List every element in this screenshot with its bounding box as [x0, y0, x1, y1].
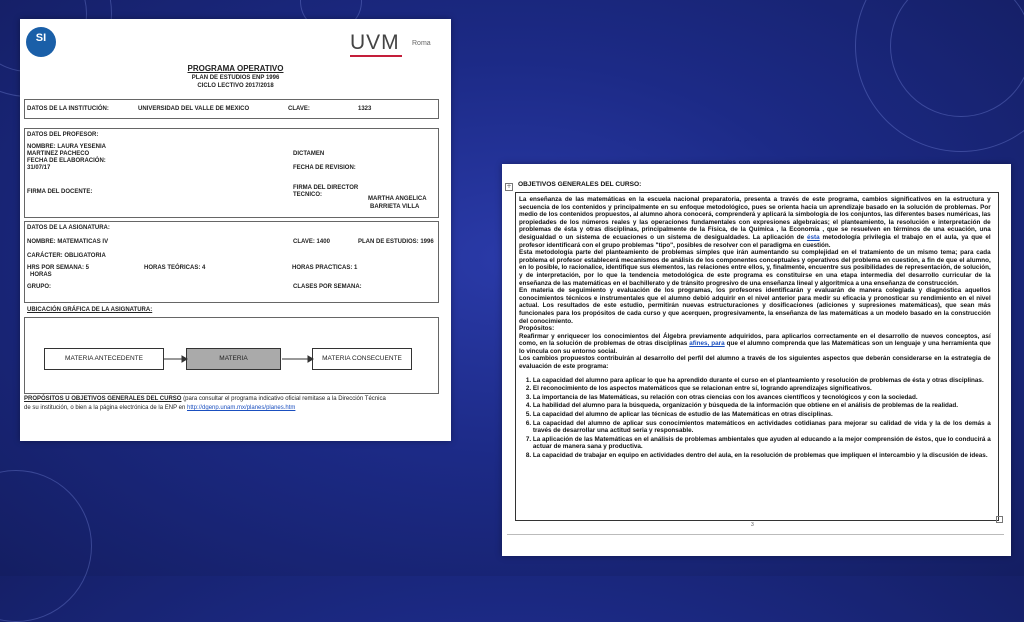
paragraph-4-b: que el alumno comprenda que las Matemáticas son un lenguaje y una herramienta que lo vincula con su entorno social.: [519, 340, 991, 355]
asignatura-box: [24, 221, 439, 303]
paragraph-4-a: Reafirmar y enriquecer los conocimientos del Álgebra previamente adquiridos, para aplicarlos correctamente en el desarrollo de nuevos conceptos, así como, en la solución de problemas de otras disciplinas: [519, 332, 991, 348]
doc1-subtitle-1: PLAN DE ESTUDIOS ENP 1996: [191, 75, 280, 81]
clave-label: CLAVE:: [288, 106, 310, 112]
director-name-1: MARTHA ANGELICA: [368, 196, 427, 202]
grupo-label: GRUPO:: [27, 284, 51, 290]
firma-director-label-2: TECNICO:: [293, 192, 322, 198]
propositos-bold: PROPÓSITOS U OBJETIVOS GENERALES DEL CURSO: [24, 396, 182, 402]
paragraph-1: [519, 196, 991, 249]
profesor-header: DATOS DEL PROFESOR:: [27, 132, 99, 138]
paragraph-1-b: metodología privilegia el trabajo en el aula, ya que el profesor identificará con el grupo problemas "tipo", posibles de resolver con el paradigma en cuestión.: [519, 233, 991, 249]
horas-practicas: HORAS PRACTICAS: 1: [292, 265, 358, 271]
paragraph-2: Esta metodología parte del planteamiento de problemas simples que irán aumentando su complejidad en el tratamiento de un mismo tema; para cada problema el profesor establecerá mecanismos de análisis de los componentes conceptuales y operativos del problema en cuestión, a fin de que el alumno, en lo posible, lo racionalice, identifique sus elementos, las relaciones entre ellos, y, finalmente, encuentre sus posibilidades de representación, de solución, y de interpretación, por lo que la tendencia metodológica de este programa es constituirse en una etapa intermedia del desarrollo curricular de la enseñanza de las matemáticas en el bachillerato y de tránsito progresivo de una enseñanza lineal y algorítmica a una enseñanza de construcción.: [519, 249, 991, 287]
propositos-rest: (para consultar el programa indicativo oficial remitase a la Dirección Técnica: [183, 396, 386, 402]
paragraph-1-a: La enseñanza de las matemáticas en la escuela nacional preparatoria, presenta a través de este programa, cambios significativos en la estructura y secuencia de los contenidos y principalmente en su enfoque metodológico, pues se orienta hacia un aprendizaje basado en la solución de problemas. Por medio de los contenidos propuestos, al alumno ahora conocerá, comprenderá y aplicará la simbología de los conjuntos, las diferentes bases numéricas, las propiedades de los números reales y las operaciones fundamentales con expresiones algebraicas; el planteamiento, la resolución e interpretación de problemas de ésta y otras disciplinas, principalmente de la Física, de la Química , la Economía , que se resuelven en términos de una ecuación, una desigualdad o un sistema de ecuaciones o un sistema de desigualdades. La aplicación de: [519, 196, 991, 241]
uvm-logo: [350, 32, 402, 57]
profesor-name-1: NOMBRE: LAURA YESENIA: [27, 144, 107, 150]
institucion-label: DATOS DE LA INSTITUCIÓN:: [27, 106, 109, 112]
flow-materia-label: MATERIA: [219, 355, 248, 362]
flow-consecuente-label: MATERIA CONSECUENTE: [322, 355, 402, 362]
objetivos-heading: OBJETIVOS GENERALES DEL CURSO:: [518, 181, 642, 188]
director-name-2: BARRIETA VILLA: [370, 204, 420, 210]
clave-value: 1323: [358, 106, 372, 112]
list-item: 8. La capacidad de trabajar en equipo en actividades dentro del aula, en la resolución de problemas que impliquen el intercambio y la discusión de ideas.: [533, 452, 991, 460]
uvm-logo-text: UVM: [350, 31, 400, 54]
asignatura-plan: PLAN DE ESTUDIOS: 1996: [358, 239, 434, 245]
caracter-label: CARÁCTER: OBLIGATORIA: [27, 253, 106, 259]
clases-semana-label: CLASES POR SEMANA:: [293, 284, 362, 290]
table-move-handle-icon[interactable]: +: [506, 183, 512, 190]
propositos-link[interactable]: http://dgenp.unam.mx/planes/planes.htm: [187, 405, 296, 411]
logo-si-text: SI: [35, 32, 47, 44]
logo-roma-text: Roma: [412, 40, 431, 47]
list-item: 4. La habilidad del alumno para la búsqueda, organización y búsqueda de la información que obtiene en el análisis de problemas de la realidad.: [533, 402, 991, 410]
hrs-semana-2: HORAS: [30, 272, 52, 278]
fecha-revision-label: FECHA DE REVISION:: [293, 165, 356, 171]
page-divider: [507, 534, 1004, 535]
paragraph-5: Los cambios propuestos contribuirán al desarrollo del perfil del alumno a través de los siguientes aspectos que deberán considerarse en la estrategia de evaluación de este programa:: [519, 355, 991, 371]
institucion-value: UNIVERSIDAD DEL VALLE DE MEXICO: [138, 106, 250, 112]
paragraph-3: En materia de seguimiento y evaluación de los programas, los profesores identificarán y evaluarán de manera colegiada y diagnóstica aquellos conocimientos técnicos e instrumentales que el alumno debió adquirir en el nivel anterior para medir su eficacia y pronosticar su rendimiento en el nivel actual. Los resultados de este estudio, permitirán nuevas estructuraciones y dosificaciones (adiciones y supresiones matemáticas), que sean más funcionales para los propósitos de cada curso y que acerquen, progresivamente, la enseñanza de las matemáticas a un modelo basado en la construcción del conocimiento.: [519, 287, 991, 325]
doc1-title: PROGRAMA OPERATIVO: [187, 64, 284, 73]
asignatura-clave: CLAVE: 1400: [293, 239, 330, 245]
objetivos-page: [502, 164, 1011, 556]
page-number: 3: [751, 522, 754, 528]
paragraph-4-link: afines, para: [689, 340, 725, 348]
background-ring: [0, 470, 92, 622]
si-uvm-logo: [26, 27, 56, 57]
aspects-list: [519, 377, 991, 460]
paragraph-4: [519, 333, 991, 356]
hrs-semana-1: HRS POR SEMANA: 5: [27, 265, 90, 271]
firma-docente-label: FIRMA DEL DOCENTE:: [27, 189, 93, 195]
propositos-line-2-text: de su institución, o bien a la página electrónica de la ENP en: [24, 405, 186, 411]
uvm-logo-strip: [350, 55, 402, 57]
fecha-elaboracion-label: FECHA DE ELABORACIÓN:: [27, 158, 106, 164]
list-item: 5. La capacidad del alumno de aplicar las técnicas de estudio de las Matemáticas en otras disciplinas.: [533, 411, 991, 419]
horas-teoricas: HORAS TEÓRICAS: 4: [144, 265, 206, 271]
list-item: 3. La importancia de las Matemáticas, su relación con otras ciencias con los avances científicos y tecnológicos y con la sociedad.: [533, 394, 991, 402]
objetivos-box: [515, 192, 999, 521]
list-item: 1. La capacidad del alumno para aplicar lo que ha aprendido durante el curso en el planteamiento y resolución de problemas de ésta y otras disciplinas.: [533, 377, 991, 385]
asignatura-header: DATOS DE LA ASIGNATURA:: [27, 225, 110, 231]
objetivos-body: [519, 196, 991, 461]
list-item: 6. La capacidad del alumno de aplicar sus conocimientos matemáticos en actividades cotidianas para mejorar su calidad de vida y la de los demás a través de desarrollar una actitud seria y responsable.: [533, 420, 991, 435]
asignatura-nombre: NOMBRE: MATEMATICAS IV: [27, 239, 109, 245]
table-resize-handle-icon[interactable]: [996, 516, 1003, 523]
paragraph-1-link: ésta: [806, 233, 820, 241]
propositos-heading: [24, 396, 386, 402]
flow-antecedente-label: MATERIA ANTECEDENTE: [65, 355, 143, 362]
profesor-name-2: MARTINEZ PACHECO: [27, 151, 90, 157]
propositos-line-2: [24, 405, 295, 411]
firma-director-label-1: FIRMA DEL DIRECTOR: [293, 185, 359, 191]
ubicacion-label: UBICACIÓN GRÁFICA DE LA ASIGNATURA:: [27, 307, 153, 313]
list-item: 2. El reconocimiento de los aspectos matemáticos que se relacionan entre sí, logrando aprendizajes significativos.: [533, 385, 991, 393]
fecha-elaboracion-value: 31/07/17: [27, 165, 51, 171]
propositos-label: Propósitos:: [519, 325, 555, 333]
dictamen-label: DICTAMEN: [293, 151, 325, 157]
doc1-subtitle-2: CICLO LECTIVO 2017/2018: [197, 83, 274, 89]
programa-operativo-page: [20, 19, 451, 441]
list-item: 7. La aplicación de las Matemáticas en el análisis de problemas ambientales que ayuden al educando a la mejor comprensión de éstos, que lo conducirá a actuar de manera sana y productiva.: [533, 436, 991, 451]
